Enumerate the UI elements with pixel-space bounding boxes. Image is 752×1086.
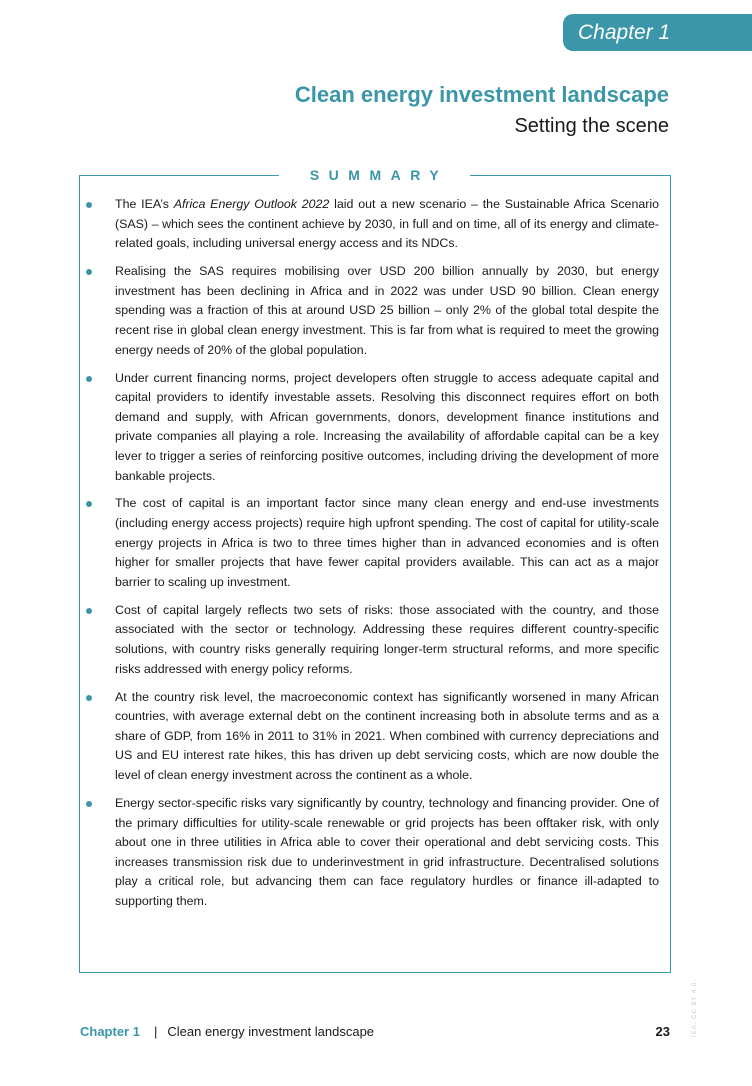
bullet-text: Energy sector-specific risks vary significantly by country, technology and financing provider. One of the primary difficulties for utility-scale renewable or grid projects has been offtaker risk, with only about one in three utilities in Africa able to cover their operational and debt servicing costs. This increases transmission risk due to underinvestment in grid infrastructure. Decentralised solutions play a critical role, but advancing them can face regulatory hurdles or finance ill-adapted to supporting them.: [115, 795, 659, 908]
summary-bullet: [79, 601, 671, 679]
page-subtitle: Setting the scene: [514, 115, 669, 137]
license-text: IEA. CC BY 4.0.: [692, 979, 698, 1037]
bullet-dot-icon: [86, 695, 92, 701]
page-number: 23: [655, 1024, 670, 1039]
footer-title: Clean energy investment landscape: [167, 1024, 375, 1039]
summary-bullet: [79, 688, 671, 786]
bullet-text: Under current financing norms, project developers often struggle to access adequate capital and capital providers to identify investable assets. Resolving this disconnect requires effort on both demand and supply, with African governments, donors, development finance institutions and private companies all playing a role. Increasing the availability of affordable capital can be a key lever to trigger a series of reinforcing positive outcomes, including driving the development of more bankable projects.: [115, 370, 659, 483]
bullet-text: Realising the SAS requires mobilising over USD 200 billion annually by 2030, but energy investment has been declining in Africa and in 2022 was under USD 90 billion. Clean energy spending was a fraction of this at around USD 25 billion – only 2% of the global total despite the recent rise in global clean energy investment. This is far from what is required to meet the growing energy needs of 20% of the global population.: [115, 264, 659, 357]
bullet-dot-icon: [86, 376, 92, 382]
bullet-dot-icon: [86, 801, 92, 807]
publication-title: Africa Energy Outlook 2022: [173, 197, 330, 211]
footer-chapter: Chapter 1: [80, 1024, 140, 1039]
bullet-text-end: laid out a new scenario – the Sustainable Africa Scenario (SAS) – which sees the continent achieve by 2030, in full and on time, all of its energy and climate-related goals, including universal energy access and its NDCs.: [115, 197, 659, 251]
bullet-dot-icon: [86, 608, 92, 614]
summary-bullet: [79, 494, 671, 592]
summary-bullet: [79, 369, 671, 487]
bullet-dot-icon: [86, 501, 92, 507]
bullet-dot-icon: [86, 202, 92, 208]
bullet-text: Cost of capital largely reflects two sets of risks: those associated with the country, and those associated with the sector or technology. Addressing these requires different country-specific solutions, with country risks generally requiring longer-term structural reforms, and more specific risks addressed with energy policy reforms.: [115, 602, 659, 676]
footer-separator: |: [153, 1024, 158, 1039]
summary-bullet: [79, 262, 671, 360]
page-title: Clean energy investment landscape: [294, 82, 669, 107]
summary-list: [79, 195, 671, 920]
bullet-dot-icon: [86, 269, 92, 275]
chapter-tab: Chapter 1: [563, 14, 752, 51]
page-footer: [80, 1022, 670, 1042]
license-note: [690, 975, 700, 1045]
summary-heading: SUMMARY: [279, 162, 470, 188]
bullet-text: The cost of capital is an important factor since many clean energy and end-use investments (including energy access projects) require high upfront spending. The cost of capital for utility-scale energy projects in Africa is two to three times higher than in advanced economies and is often higher for smaller projects that have fewer capital providers available. This can act as a major barrier to scaling up investment.: [115, 496, 659, 589]
summary-bullet: [79, 195, 671, 254]
summary-bullet: [79, 794, 671, 912]
bullet-text: At the country risk level, the macroeconomic context has significantly worsened in many African countries, with average external debt on the continent increasing both in absolute terms and as a share of GDP, from 16% in 2011 to 31% in 2021. When combined with currency depreciations and US and EU interest rate hikes, this has driven up debt servicing costs, which are now double the level of clean energy investment across the continent as a whole.: [115, 689, 659, 782]
bullet-text-start: The IEA’s: [115, 197, 174, 211]
